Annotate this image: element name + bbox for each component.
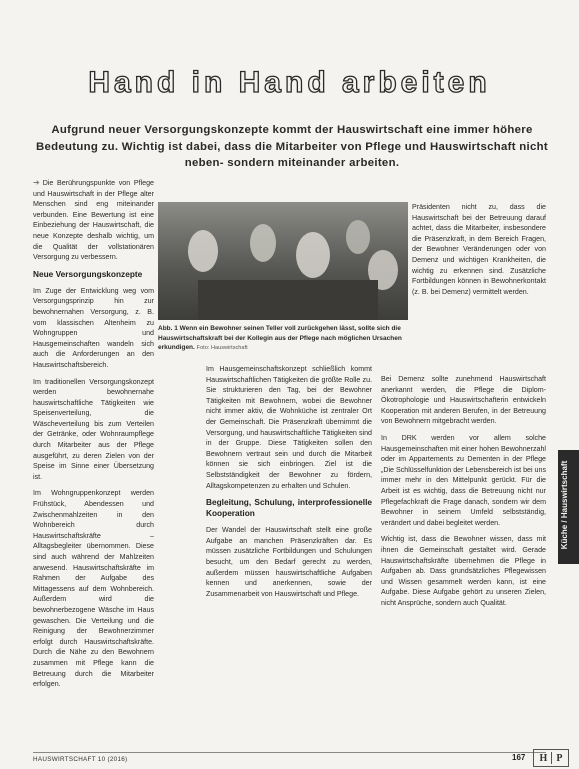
col2-paragraph-1: Im Hausgemeinschaftskonzept schließlich kommt Hauswirtschaftlichen Tätigkeiten die größte Rolle zu. Sie strukturieren den Tag, bei der Bewohner Tätigkeiten mit Bewohnern, wobei die Bewohner nicht immer aktiv, die Wohnküche ist zentraler Ort der Gemeinschaft. Die Präsenzkraft übernimmt die Versorgung, und hauswirtschaftliche Tätigkeiten sind in der Gruppe. Diese Tätigkeiten sollen den Bewohnern vertraut sein und durch die Mitarbeit können sie sich einbringen. Ziel ist die Selbstständigkeit der Bewohner zu fördern, Alltagskompetenzen zu erhalten und Schulen. <box>206 365 372 490</box>
col1-paragraph-1: ➔ Die Berührungspunkte von Pflege und Hauswirtschaft in der Pflege alter Menschen sind eng miteinander verbunden. Eine Bewertung ist eine Einbeziehung der Hauswirtschaft, die neue Konzepte deshalb wichtig, um die Qualität der vollstationären Versorgung zu verbessern. <box>33 178 154 262</box>
section-label: Küche / Hauswirtschaft <box>560 460 569 550</box>
page-number: 167 <box>512 753 526 762</box>
article-title: Hand in Hand arbeiten <box>88 66 491 99</box>
col1-paragraph-2: Im Zuge der Entwicklung weg vom Versorgungsprinzip hin zur bewohnernahen Versorgung, z. B. vom klassischen Altenheim zu Wohngruppen und Hausgemeinschaften wandeln sich auch die Anforderungen an den Hauswirtschaftsbereich. <box>33 286 154 369</box>
col3-paragraph-2: In DRK werden vor allem solche Hausgemeinschaften mit einer hohen Bewohnerzahl oder im Appartements zu Dementen in der Pflege „Die Schlüsselfunktion der Lebensbereich ist bei uns immer mehr in den Mittelpunkt gerückt. Für die Arbeit ist es wichtig, dass die Betreuung nicht nur Pflegefachkraft die Frage danach, sondern wir dem Bewohner in seinem Umfeld selbstständig, verändert und dabei begleitet werden. <box>381 433 546 527</box>
column-3 <box>381 374 546 614</box>
footer-divider <box>33 752 546 753</box>
photo-credit: Foto: Hauswirtschaft <box>196 345 248 352</box>
section-side-tab <box>558 450 579 564</box>
col1-heading: Neue Versorgungskonzepte <box>33 268 143 279</box>
col1-paragraph-4: Im Wohngruppenkonzept werden Frühstück, Abendessen und Zwischenmahlzeiten in den Wohnbereich durch Hauswirtschaftskräfte – Alltagsbegleiter übernommen. Diese sind auch während der Mahlzeiten anwesend. Hauswirtschaftskräfte im Rahmen der Aufgabe des Mittagessens auf dem Wohnbereich. Außerdem wird die bewohnerbezogene Wäsche im Haus gewaschen. Die Verteilung und die Reinigung der Bewohnerzimmer erfolgt durch Hauswirtschaftskräfte. Durch die Nähe zu den Bewohnern zusammen mit Pflege kann die Betreuung durch die Mitarbeiter erfolgen. <box>33 489 154 689</box>
column-3-top: Präsidenten nicht zu, dass die Hauswirtschaft bei der Betreuung darauf achtet, dass die Mitarbeiter, insbesondere die Präsenzkraft, in dem Bereich Fragen, der Bewohner Veränderungen oder von Demenz und wichtigen Krankheiten, die wichtig zu erkennen sind. Zusätzliche Fortbildungen können in Bewohnerkontakt (z. B. bei Demenz) vermittelt werden. <box>412 203 546 296</box>
footer-journal: HAUSWIRTSCHAFT 10 (2016) <box>33 756 128 763</box>
col3-paragraph-1: Bei Demenz sollte zunehmend Hauswirtschaft anerkannt werden, die Pflege die Diplom-Ökotrophologie und Hauswirtschafterin entwickeln Kooperation mit anderen Berufen, in der Betreuung von Bewohnern mitgebracht werden. <box>381 375 546 426</box>
col1-paragraph-3: Im traditionellen Versorgungskonzept werden bewohnernahe hauswirtschaftliche Tätigkeiten wie Speisenverteilung, die Wäscheverteilung bis zum Verteilen der Getränke, oder Wohnraumpflege durch Mitarbeiter aus der Pflege ausgeführt, zu deren Zielen von der Speise im Sinne einer Übersetzung ist. <box>33 377 154 481</box>
column-1 <box>33 178 154 696</box>
col2-paragraph-2: Der Wandel der Hauswirtschaft stellt eine große Aufgabe an manchen Präsenzkräften dar. Es müssen zusätzliche Fortbildungen und Schulungen besucht, um den Bedarf gerecht zu werden, außerdem müssen hauswirtschaftliche Aufgaben kennen und anerkennen, sowie der Zusammenarbeit von Hauswirtschaft und Pflege. <box>206 526 372 598</box>
article-photo <box>158 202 408 320</box>
photo-caption: Abb. 1 Wenn ein Bewohner seinen Teller voll zurückgehen lässt, sollte sich die Hauswirtschaftskraft bei der Kollegin aus der Pflege nach möglichen Ursachen erkundigen. Foto: Hauswirtschaft <box>158 325 402 352</box>
article-lead: Aufgrund neuer Versorgungskonzepte kommt der Hauswirtschaft eine immer höhere Bedeutung zu. Wichtig ist dabei, dass die Mitarbeiter von Pflege und Hauswirtschaft nicht neben- sondern miteinander arbeiten. <box>35 124 549 169</box>
journal-logo: H P <box>533 749 569 767</box>
col3-paragraph-3: Wichtig ist, dass die Bewohner wissen, dass mit ihnen die Gemeinschaft gestaltet wird. Gerade Hauswirtschaftskräfte übernehmen die Pflege in Aufgaben ab. Dass grundsätzliches Pflegewissen und Wissen gesammelt werden kann, ist eine Aufgabe. Diese Aufgabe gehört zu unseren Zielen, nicht Ansprüche, sondern auch Qualität. <box>381 535 546 607</box>
arrow-icon: ➔ <box>33 178 40 187</box>
column-2 <box>206 364 372 605</box>
col2-heading: Begleitung, Schulung, interprofessionelle Kooperation <box>206 497 372 519</box>
